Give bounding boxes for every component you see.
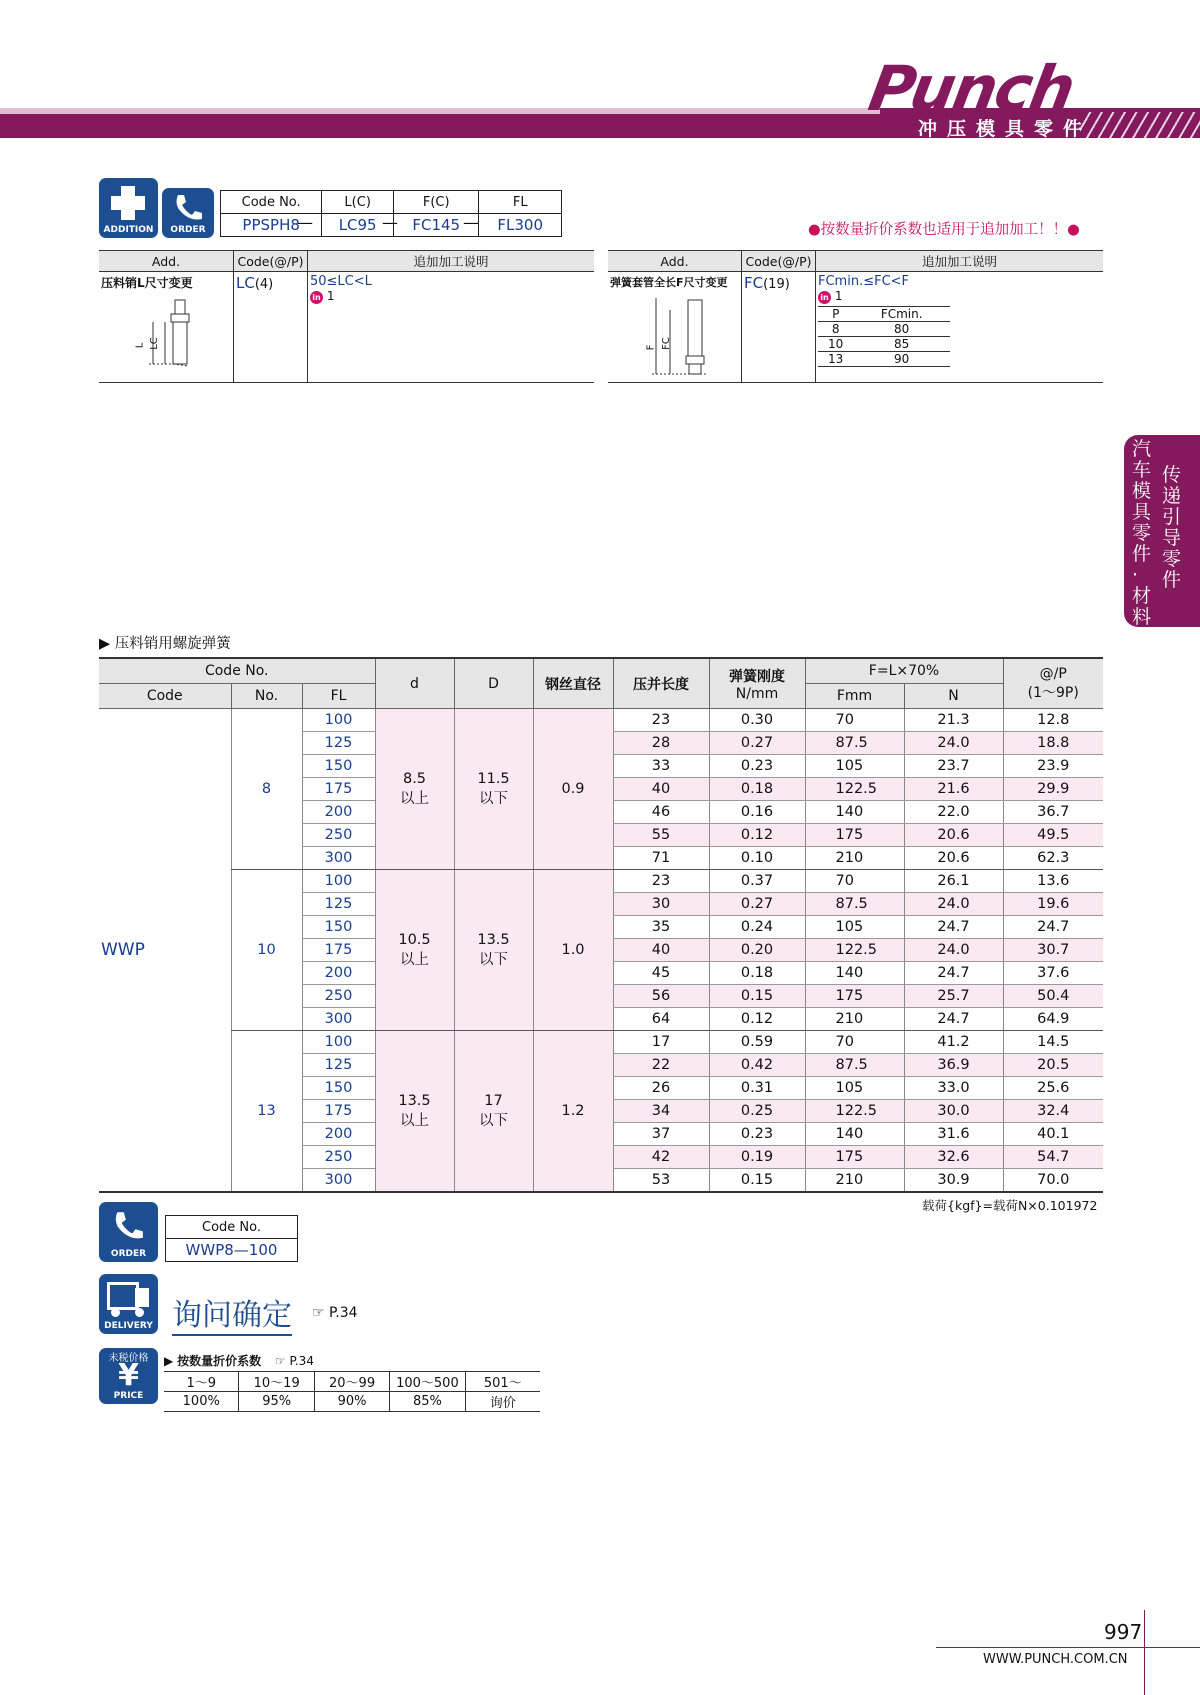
mini-cell: 85 — [853, 337, 950, 352]
solid-length-cell: 23 — [613, 870, 709, 893]
fl-cell: 125 — [302, 732, 375, 755]
price-ref-text: P.34 — [289, 1354, 314, 1368]
D-cell — [454, 1031, 533, 1193]
pointing-hand-icon: ☞ — [274, 1354, 286, 1368]
desc-header: 追加加工说明 — [816, 251, 1104, 272]
brand-subtitle: 冲压模具零件 — [918, 118, 1093, 140]
spring-rate-cell: 0.10 — [709, 847, 805, 870]
price-cell: 70.0 — [1003, 1169, 1103, 1193]
fl-cell: 100 — [302, 870, 375, 893]
spring-rate-cell: 0.31 — [709, 1077, 805, 1100]
d-cell-value: 8.5 — [402, 770, 427, 787]
n-cell: 26.1 — [904, 870, 1003, 893]
header-no: No. — [231, 684, 302, 709]
price-yen-icon: 未税价格 ¥ PRICE — [99, 1348, 158, 1404]
d-cell-qualifier: 以上 — [400, 790, 429, 807]
header-lc: L(C) — [322, 191, 394, 214]
solid-length-cell: 23 — [613, 709, 709, 732]
n-cell: 30.0 — [904, 1100, 1003, 1123]
spring-rate-cell: 0.27 — [709, 732, 805, 755]
header-code-no: Code No. — [221, 191, 322, 214]
code-fc-price: (19) — [763, 277, 790, 292]
qty-range: 501～ — [465, 1372, 540, 1392]
header-code: Code — [99, 684, 231, 709]
fmm-cell: 122.5 — [805, 778, 904, 801]
triangle-icon: ▶ — [164, 1354, 174, 1368]
example-fc: FC145 — [393, 214, 478, 237]
price-cell: 36.7 — [1003, 801, 1103, 824]
addition-name-lc: 压料销L尺寸变更 — [101, 276, 193, 290]
dash-2: — — [382, 213, 398, 232]
fmm-cell: 70 — [805, 1031, 904, 1054]
in-qty-lc: 1 — [326, 289, 335, 303]
D-cell-qualifier: 以下 — [479, 790, 508, 807]
no-cell: 8 — [231, 709, 302, 870]
solid-length-cell: 34 — [613, 1100, 709, 1123]
example-lc: LC95 — [322, 214, 394, 237]
fcmin-table — [818, 306, 950, 367]
solid-length-cell: 17 — [613, 1031, 709, 1054]
header-fl: FL — [479, 191, 562, 214]
addition-table-fc — [608, 250, 1103, 383]
desc-lc: 50≤LC<L — [310, 274, 372, 289]
price-title — [164, 1352, 314, 1369]
fl-cell: 150 — [302, 916, 375, 939]
header-fc: F(C) — [393, 191, 478, 214]
price-cell: 18.8 — [1003, 732, 1103, 755]
fl-cell: 175 — [302, 939, 375, 962]
no-cell: 13 — [231, 1031, 302, 1193]
n-cell: 24.7 — [904, 916, 1003, 939]
dim-lc-label: LC — [148, 337, 160, 350]
price-cell: 54.7 — [1003, 1146, 1103, 1169]
fl-cell: 175 — [302, 778, 375, 801]
price-cell: 20.5 — [1003, 1054, 1103, 1077]
price-cell: 25.6 — [1003, 1077, 1103, 1100]
fl-cell: 150 — [302, 1077, 375, 1100]
order-code-table — [165, 1215, 298, 1262]
n-cell: 21.3 — [904, 709, 1003, 732]
spring-sleeve-drawing — [648, 296, 718, 376]
fmm-cell: 140 — [805, 801, 904, 824]
spring-rate-cell: 0.24 — [709, 916, 805, 939]
delivery-ref-text: P.34 — [329, 1305, 358, 1321]
solid-length-cell: 55 — [613, 824, 709, 847]
solid-length-cell: 40 — [613, 939, 709, 962]
fl-cell: 250 — [302, 985, 375, 1008]
d-cell-qualifier: 以上 — [400, 951, 429, 968]
fmm-cell: 70 — [805, 870, 904, 893]
side-tab-col2: 传递引导零件 — [1162, 464, 1182, 591]
header-d: d — [375, 658, 454, 709]
qty-range: 1～9 — [164, 1372, 239, 1392]
solid-length-cell: 28 — [613, 732, 709, 755]
brand-logo: Punch — [863, 52, 1079, 125]
mini-header-p: P — [818, 307, 853, 322]
fmm-cell: 70 — [805, 709, 904, 732]
D-cell — [454, 709, 533, 870]
fl-cell: 200 — [302, 1123, 375, 1146]
price-cell: 37.6 — [1003, 962, 1103, 985]
code-header: Code(@/P) — [234, 251, 308, 272]
n-cell: 21.6 — [904, 778, 1003, 801]
in-badge-icon: in — [310, 291, 323, 304]
add-header: Add. — [99, 251, 234, 272]
section-title — [99, 632, 231, 653]
spring-rate-cell: 0.23 — [709, 1123, 805, 1146]
D-cell-value: 17 — [484, 1092, 503, 1109]
n-cell: 31.6 — [904, 1123, 1003, 1146]
dim-fc-label: FC — [660, 337, 672, 350]
dim-l-label: L — [134, 342, 146, 349]
solid-length-cell: 64 — [613, 1008, 709, 1031]
header-n: N — [904, 684, 1003, 709]
header-highlight — [0, 108, 880, 114]
solid-length-cell: 42 — [613, 1146, 709, 1169]
price-cell: 24.7 — [1003, 916, 1103, 939]
discount-note: ●按数量折价系数也适用于追加加工！！● — [808, 222, 1080, 238]
desc-fc: FCmin.≤FC<F — [818, 274, 910, 289]
in-qty-fc: 1 — [834, 289, 843, 303]
price-cell: 14.5 — [1003, 1031, 1103, 1054]
n-cell: 32.6 — [904, 1146, 1003, 1169]
qty-range: 100～500 — [390, 1372, 465, 1392]
qty-range: 10～19 — [239, 1372, 314, 1392]
order-icon: ORDER — [99, 1202, 158, 1262]
mini-cell: 8 — [818, 322, 853, 337]
price-title-text: 按数量折价系数 — [177, 1354, 262, 1368]
spring-rate-cell: 0.27 — [709, 893, 805, 916]
discount-rate: 询价 — [465, 1392, 540, 1412]
price-cell: 62.3 — [1003, 847, 1103, 870]
fmm-cell: 175 — [805, 1146, 904, 1169]
discount-rate: 95% — [239, 1392, 314, 1412]
pin-dimension-drawing — [139, 298, 209, 370]
price-cell: 50.4 — [1003, 985, 1103, 1008]
triangle-icon: ▶ — [99, 636, 111, 652]
header-price-label: @/P — [1039, 665, 1067, 682]
n-cell: 25.7 — [904, 985, 1003, 1008]
fmm-cell: 210 — [805, 1169, 904, 1193]
in-badge-icon: in — [818, 291, 831, 304]
price-cell: 13.6 — [1003, 870, 1103, 893]
n-cell: 24.7 — [904, 962, 1003, 985]
price-cell: 40.1 — [1003, 1123, 1103, 1146]
n-cell: 23.7 — [904, 755, 1003, 778]
delivery-text: 询问确定 — [172, 1290, 292, 1336]
fl-cell: 250 — [302, 824, 375, 847]
fl-cell: 200 — [302, 962, 375, 985]
spring-rate-cell: 0.25 — [709, 1100, 805, 1123]
spring-rate-cell: 0.59 — [709, 1031, 805, 1054]
n-cell: 22.0 — [904, 801, 1003, 824]
no-cell: 10 — [231, 870, 302, 1031]
header-codeno: Code No. — [99, 658, 375, 684]
delivery-ref[interactable] — [312, 1305, 358, 1321]
d-cell-qualifier: 以上 — [400, 1112, 429, 1129]
D-cell-qualifier: 以下 — [479, 951, 508, 968]
side-tab-col1: 汽车模具零件·材料 — [1132, 438, 1152, 628]
spring-spec-table — [99, 657, 1103, 1193]
mini-cell: 10 — [818, 337, 853, 352]
example-fl: FL300 — [479, 214, 562, 237]
footer-divider-v — [1144, 1610, 1145, 1695]
header-f: F=L×70% — [805, 658, 1003, 684]
qty-range: 20～99 — [314, 1372, 389, 1392]
delivery-truck-icon: DELIVERY — [99, 1274, 158, 1334]
d-cell-value: 13.5 — [398, 1092, 431, 1109]
fl-cell: 100 — [302, 709, 375, 732]
order-code-header: Code No. — [166, 1216, 298, 1239]
price-cell: 23.9 — [1003, 755, 1103, 778]
fmm-cell: 122.5 — [805, 1100, 904, 1123]
fl-cell: 125 — [302, 893, 375, 916]
spring-rate-cell: 0.12 — [709, 824, 805, 847]
spring-rate-cell: 0.12 — [709, 1008, 805, 1031]
order-code-value: WWP8—100 — [166, 1239, 298, 1262]
solid-length-cell: 22 — [613, 1054, 709, 1077]
fmm-cell: 140 — [805, 962, 904, 985]
fl-cell: 300 — [302, 847, 375, 870]
fmm-cell: 140 — [805, 1123, 904, 1146]
price-cell: 32.4 — [1003, 1100, 1103, 1123]
n-cell: 24.0 — [904, 732, 1003, 755]
n-cell: 24.7 — [904, 1008, 1003, 1031]
fmm-cell: 87.5 — [805, 732, 904, 755]
header-wire: 钢丝直径 — [533, 658, 613, 709]
header-spring-rate — [709, 658, 805, 709]
fmm-cell: 87.5 — [805, 893, 904, 916]
solid-length-cell: 45 — [613, 962, 709, 985]
mini-cell: 80 — [853, 322, 950, 337]
discount-rate: 90% — [314, 1392, 389, 1412]
spring-rate-cell: 0.18 — [709, 778, 805, 801]
fl-cell: 100 — [302, 1031, 375, 1054]
n-cell: 30.9 — [904, 1169, 1003, 1193]
discount-rate: 100% — [164, 1392, 239, 1412]
table-row — [99, 870, 1103, 893]
price-cell: 64.9 — [1003, 1008, 1103, 1031]
mini-cell: 13 — [818, 352, 853, 367]
spring-rate-cell: 0.16 — [709, 801, 805, 824]
footer-divider-h — [936, 1647, 1200, 1648]
wire-cell-value: 0.9 — [561, 781, 585, 797]
solid-length-cell: 26 — [613, 1077, 709, 1100]
fl-cell: 250 — [302, 1146, 375, 1169]
header-price — [1003, 658, 1103, 709]
header-stripes — [1080, 112, 1200, 138]
wire-cell — [533, 709, 613, 870]
code-cell: WWP — [101, 940, 145, 960]
n-cell: 41.2 — [904, 1031, 1003, 1054]
fmm-cell: 105 — [805, 1077, 904, 1100]
spring-rate-cell: 0.37 — [709, 870, 805, 893]
header-price-sub: (1～9P) — [1027, 684, 1079, 701]
n-cell: 24.0 — [904, 893, 1003, 916]
n-cell: 20.6 — [904, 824, 1003, 847]
spring-rate-cell: 0.15 — [709, 985, 805, 1008]
d-cell — [375, 709, 454, 870]
example-code: PPSPH8 — [221, 214, 322, 237]
header-fl: FL — [302, 684, 375, 709]
fl-cell: 150 — [302, 755, 375, 778]
price-cell: 19.6 — [1003, 893, 1103, 916]
section-title-text: 压料销用螺旋弹簧 — [114, 636, 231, 652]
mini-cell: 90 — [853, 352, 950, 367]
solid-length-cell: 40 — [613, 778, 709, 801]
header-rate-unit: N/mm — [735, 685, 779, 702]
load-conversion-note: 载荷{kgf}=载荷N×0.101972 — [922, 1198, 1098, 1213]
addition-icon: ADDITION — [99, 178, 158, 238]
n-cell: 24.0 — [904, 939, 1003, 962]
spring-rate-cell: 0.42 — [709, 1054, 805, 1077]
table-row — [99, 1031, 1103, 1054]
solid-length-cell: 30 — [613, 893, 709, 916]
fmm-cell: 105 — [805, 916, 904, 939]
pointing-hand-icon: ☞ — [312, 1305, 325, 1321]
spring-rate-cell: 0.30 — [709, 709, 805, 732]
D-cell-value: 11.5 — [477, 770, 510, 787]
dash-3: — — [463, 213, 479, 232]
order-phone-icon: ORDER — [162, 188, 214, 238]
n-cell: 33.0 — [904, 1077, 1003, 1100]
d-cell-value: 10.5 — [398, 931, 431, 948]
code-header: Code(@/P) — [742, 251, 816, 272]
wire-cell-value: 1.0 — [561, 942, 585, 958]
fmm-cell: 87.5 — [805, 1054, 904, 1077]
dim-f-label: F — [645, 344, 657, 351]
dash-1: — — [297, 213, 313, 232]
wire-cell-value: 1.2 — [561, 1103, 585, 1119]
D-cell-value: 13.5 — [477, 931, 510, 948]
footer-url[interactable]: WWW.PUNCH.COM.CN — [983, 1652, 1128, 1667]
n-cell: 36.9 — [904, 1054, 1003, 1077]
header-rate-label: 弹簧刚度 — [729, 668, 785, 685]
solid-length-cell: 53 — [613, 1169, 709, 1193]
spring-rate-cell: 0.19 — [709, 1146, 805, 1169]
table-row — [99, 709, 1103, 732]
header-solid-length: 压并长度 — [613, 658, 709, 709]
code-lc: LC — [236, 274, 255, 292]
add-header: Add. — [608, 251, 742, 272]
d-cell — [375, 1031, 454, 1193]
fl-cell: 125 — [302, 1054, 375, 1077]
header-fmm: Fmm — [805, 684, 904, 709]
solid-length-cell: 46 — [613, 801, 709, 824]
fl-cell: 300 — [302, 1169, 375, 1193]
page-number: 997 — [1104, 1620, 1143, 1644]
fl-cell: 175 — [302, 1100, 375, 1123]
solid-length-cell: 56 — [613, 985, 709, 1008]
d-cell — [375, 870, 454, 1031]
fmm-cell: 122.5 — [805, 939, 904, 962]
addition-table-lc — [99, 250, 594, 383]
wire-cell — [533, 870, 613, 1031]
mini-header-fcmin: FCmin. — [853, 307, 950, 322]
spring-rate-cell: 0.23 — [709, 755, 805, 778]
price-cell: 30.7 — [1003, 939, 1103, 962]
code-lc-price: (4) — [254, 277, 274, 292]
fl-cell: 200 — [302, 801, 375, 824]
wire-cell — [533, 1031, 613, 1193]
desc-header: 追加加工说明 — [308, 251, 595, 272]
solid-length-cell: 35 — [613, 916, 709, 939]
quantity-discount-table — [164, 1371, 540, 1412]
code-fc: FC — [744, 274, 764, 292]
price-cell: 12.8 — [1003, 709, 1103, 732]
solid-length-cell: 71 — [613, 847, 709, 870]
price-cell: 29.9 — [1003, 778, 1103, 801]
D-cell — [454, 870, 533, 1031]
discount-rate: 85% — [390, 1392, 465, 1412]
spring-rate-cell: 0.18 — [709, 962, 805, 985]
side-category-tab[interactable] — [1124, 435, 1200, 627]
spring-rate-cell: 0.15 — [709, 1169, 805, 1193]
fmm-cell: 175 — [805, 985, 904, 1008]
price-cell: 49.5 — [1003, 824, 1103, 847]
header-D: D — [454, 658, 533, 709]
solid-length-cell: 37 — [613, 1123, 709, 1146]
fmm-cell: 210 — [805, 847, 904, 870]
addition-name-fc: 弹簧套管全长F尺寸变更 — [610, 276, 728, 289]
fmm-cell: 175 — [805, 824, 904, 847]
fmm-cell: 210 — [805, 1008, 904, 1031]
n-cell: 20.6 — [904, 847, 1003, 870]
spring-rate-cell: 0.20 — [709, 939, 805, 962]
fmm-cell: 105 — [805, 755, 904, 778]
D-cell-qualifier: 以下 — [479, 1112, 508, 1129]
solid-length-cell: 33 — [613, 755, 709, 778]
fl-cell: 300 — [302, 1008, 375, 1031]
